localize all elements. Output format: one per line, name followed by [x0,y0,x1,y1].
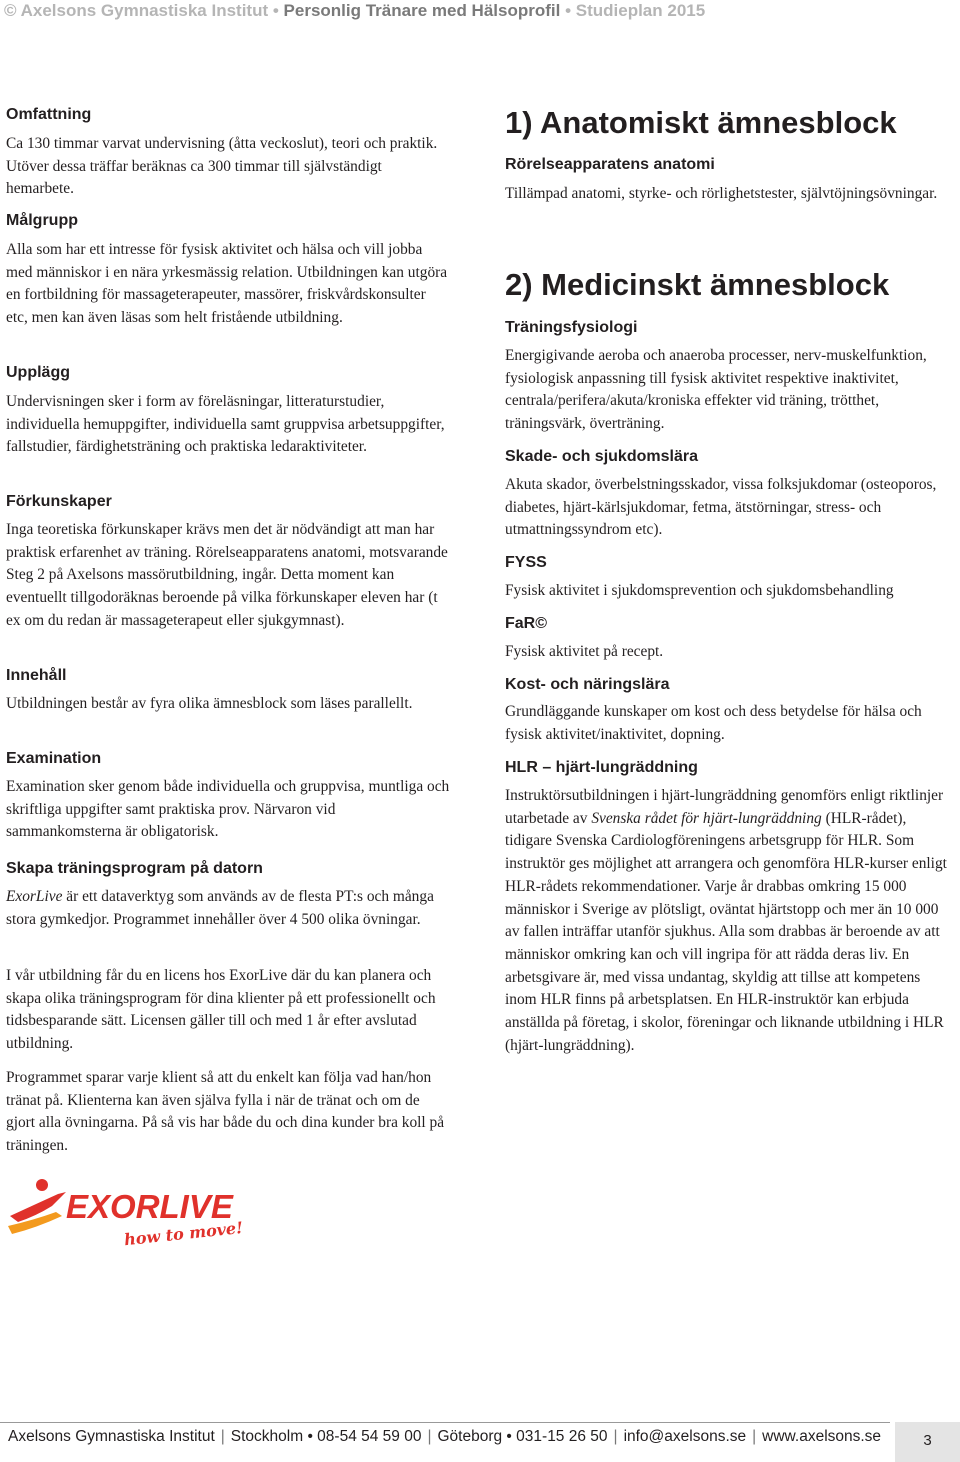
skapa-heading: Skapa träningsprogram på datorn [6,860,263,877]
page-number-box [895,1422,960,1462]
header-text [4,0,705,22]
footer-stockholm: Stockholm • 08-54 54 59 00 [230,1428,422,1445]
exorlive-logo-graphic [6,1176,244,1250]
footer-goteborg: Göteborg • 031-15 26 50 [437,1428,608,1445]
skapa-text-1 [6,886,451,931]
footer-separator: | [613,1428,618,1445]
page-number: 3 [923,1432,932,1449]
header-studyplan: • Studieplan 2015 [560,1,706,20]
forkunskaper-text: Inga teoretiska förkunskaper krävs men det är nödvändigt att man har praktisk erfarenhet av träning. Rörelseapparatens anatomi, motsvarande Steg 2 på Axelsons massörutbildning, ingår. Detta moment kan eventuellt tillgodoräknas beroende på vilka förkunskaper eleven har (t ex om du redan är massageterapeut eller sjukgymnast). [6,521,448,629]
skapa-text-1-rest: är ett dataverktyg som används av de flesta PT:s och många stora gymkedjor. Programmet innehåller över 4 500 olika övningar. [6,888,434,928]
skade-heading: Skade- och sjukdomslära [505,448,698,465]
footer-rule [0,1422,890,1423]
malgrupp-text: Alla som har ett intresse för fysisk aktivitet och hälsa och vill jobba med människor i en nära yrkesmässig relation. Utbildningen kan utgöra en fortbildning för massageterapeuter, massörer, friskvårdskonsulter etc, men kan även läsas som helt fristående utbildning. [6,241,448,327]
hlr-council-italic: Svenska rådet för hjärt-lungräddning [591,809,822,827]
logo-brand-text: EXORLIVE [66,1188,233,1225]
upplagg-heading: Upplägg [6,364,70,381]
skade-text: Akuta skador, överbelstningsskador, vissa folksjukdomar (osteoporos, diabetes, hjärt-kärlsjukdomar, fetma, ätstörningar, stress- och utmattningssyndrom etc). [505,476,937,539]
kost-text: Grundläggande kunskaper om kost och dess betydelse för hälsa och fysisk aktivitet/inaktivitet, dopning. [505,703,922,743]
skapa-text-3: Programmet sparar varje klient så att du enkelt kan följa vad han/hon tränat på. Klienterna kan även själva fylla i när de tränat och om de gjort alla övningarna. På så vis har både du och dina kunder bra koll på träningen. [6,1069,445,1155]
footer-separator: | [752,1428,757,1445]
malgrupp-heading: Målgrupp [6,212,78,229]
page-header [0,0,960,22]
examination-text: Examination sker genom både individuella och gruppvisa, muntliga och skriftliga uppgifter samt praktiska prov. Närvaron vid sammankomsterna är obligatorisk. [6,778,450,841]
upplagg-text: Undervisningen sker i form av föreläsningar, litteraturstudier, individuella hemuppgifter, individuella samt gruppvisa arbetsuppgifter, fallstudier, färdighetsträning och praktiska ledaraktiviteter. [6,393,445,456]
kost-heading: Kost- och näringslära [505,676,670,693]
omfattning-heading: Omfattning [6,106,92,123]
traningsfysiologi-heading: Träningsfysiologi [505,319,638,336]
footer-separator: | [427,1428,432,1445]
omfattning-text: Ca 130 timmar varvat undervisning (åtta veckoslut), teori och praktik. Utöver dessa träffar beräknas ca 300 timmar till självständigt hemarbete. [6,135,438,198]
exorlive-logo [6,1176,244,1250]
block1-title: 1) Anatomiskt ämnesblock [505,105,897,140]
header-program: Personlig Tränare med Hälsoprofil [283,1,561,20]
far-heading: FaR© [505,615,548,632]
fyss-heading: FYSS [505,554,547,571]
innehall-text: Utbildningen består av fyra olika ämnesblock som läses parallellt. [6,695,413,712]
fyss-text: Fysisk aktivitet i sjukdomsprevention och sjukdomsbehandling [505,582,894,599]
examination-heading: Examination [6,750,102,767]
page-footer [0,1422,960,1462]
footer-website[interactable]: www.axelsons.se [762,1428,882,1445]
far-text: Fysisk aktivitet på recept. [505,643,664,660]
skapa-text-2: I vår utbildning får du en licens hos ExorLive där du kan planera och skapa olika träningsprogram för dina klienter på ett professionellt och tidsbesparande sätt. Licensen gäller till och med 1 år efter avslutad utbildning. [6,967,436,1053]
footer-institute: Axelsons Gymnastiska Institut [8,1428,215,1445]
footer-contact [8,1426,881,1448]
logo-tagline: how to move! [123,1217,244,1250]
forkunskaper-heading: Förkunskaper [6,493,112,510]
hlr-text [505,785,955,1057]
block1-subheading: Rörelseapparatens anatomi [505,156,715,173]
hlr-text-a: Instruktörsutbildningen i hjärt-lungräddning genomförs enligt riktlinjer utarbetade av [505,787,944,827]
block2-title: 2) Medicinskt ämnesblock [505,267,890,302]
footer-separator: | [220,1428,225,1445]
innehall-heading: Innehåll [6,667,67,684]
traningsfysiologi-text: Energigivande aeroba och anaeroba processer, nerv-muskelfunktion, fysiologisk anpassning till fysisk aktivitet respektive inaktivitet, centrala/perifera/akuta/kroniska effekter vid träning, trötthet, träningsvärk, överträning. [505,347,927,433]
exorlive-italic: ExorLive [6,888,63,905]
logo-figure-head [36,1179,48,1191]
hlr-heading: HLR – hjärt-lungräddning [505,759,698,776]
block1-text: Tillämpad anatomi, styrke- och rörlighetstester, självtöjningsövningar. [505,185,938,202]
hlr-text-b: (HLR-rådet), tidigare Svenska Cardiologföreningens arbetsgrupp för HLR. Som instruktör ges möjlighet att arrangera och genomföra HLR-kurser enligt HLR-rådets rekommendationer. Varje år drabbas omkring 15 000 människor i Sverige av plötsligt, oväntat hjärtstopp och mer än 10 000 av fallen inträffar utanför sjukhus. Alla som drabbas är beroende av att människor omkring kan och vill ingripa för att rädda deras liv. En arbetsgivare är, med vissa undantag, skyldig att tillse att kompetens inom HLR finns på arbetsplatsen. En HLR-instruktör kan erbjuda anställda på företag, i skolor, föreningar och liknande utbildning i HLR (hjärt-lungräddning). [505,809,947,1054]
header-institute: © Axelsons Gymnastiska Institut • [4,1,284,20]
footer-email[interactable]: info@axelsons.se [623,1428,747,1445]
